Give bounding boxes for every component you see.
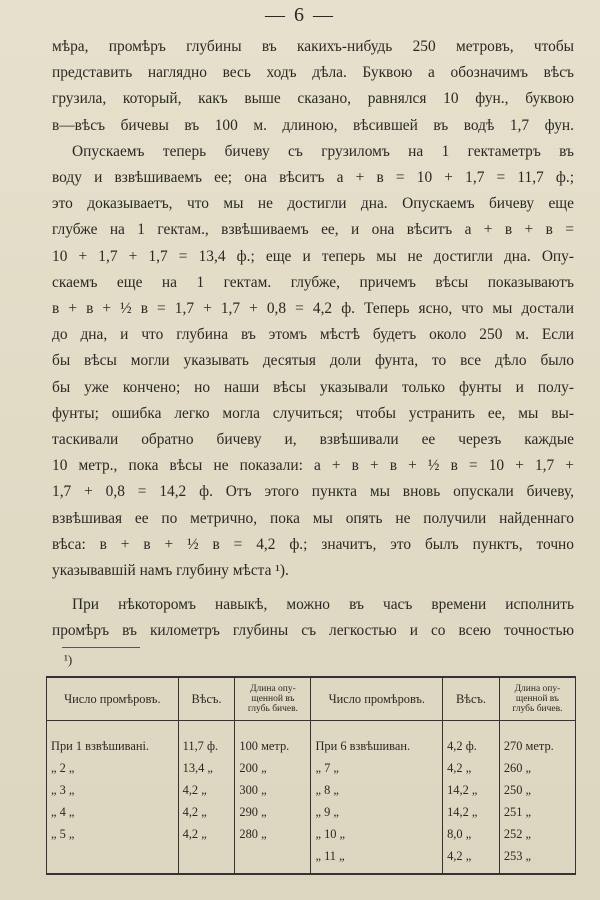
text-line: мѣра, промѣръ глубины въ какихъ-нибудь 250 метровъ, чтобы — [52, 38, 574, 55]
text-line: фунты; ошибка легко могла случиться; чтобы устранить ее, мы вы- — [52, 404, 574, 422]
body-text — [52, 34, 574, 645]
cell-length: 100 метр. — [235, 721, 311, 758]
text-line: промѣръ въ километръ глубины съ легкостью и со всею точностью — [52, 622, 574, 640]
cell-count: При 1 взвѣшивані. — [47, 721, 179, 758]
table-row — [47, 823, 576, 845]
text-line: вѣса: в + в + ½ в = 4,2 ф.; значитъ, это былъ пунктъ, точно — [52, 535, 574, 553]
cell-length: 251 „ — [499, 801, 575, 823]
text-line: скаемъ еще на 1 гектам. глубже, причемъ вѣсы показываютъ — [52, 273, 574, 291]
cell-weight: 13,4 „ — [178, 757, 235, 779]
cell-weight: 4,2 „ — [178, 823, 235, 845]
text-line: таскивали обратно бичеву и, взвѣшивали ее черезъ каждые — [52, 431, 574, 449]
cell-weight: 4,2 „ — [178, 801, 235, 823]
text-line: 10 метр., пока вѣсы не показали: а + в + в + ½ в = 10 + 1,7 + — [52, 457, 574, 475]
cell-length: 280 „ — [235, 823, 311, 845]
cell-weight: 4,2 „ — [443, 845, 500, 874]
cell-count: „ 3 „ — [47, 779, 179, 801]
text-line: в—вѣсъ бичевы въ 100 м. длиною, вѣсившей въ водѣ 1,7 фун. — [52, 116, 574, 134]
cell-weight: 8,0 „ — [443, 823, 500, 845]
text-line: указывавшій намъ глубину мѣста ¹). — [52, 562, 289, 580]
table-row — [47, 721, 576, 758]
cell-count: „ 9 „ — [311, 801, 443, 823]
cell-length: 300 „ — [235, 779, 311, 801]
text-line: грузила, который, какъ выше сказано, равнялся 10 фун., буквою — [52, 90, 574, 108]
soundings-table — [46, 676, 576, 875]
text-line: 10 + 1,7 + 1,7 = 13,4 ф.; еще и теперь мы не достигли дна. Опу- — [52, 247, 574, 265]
text-line: 1,7 + 0,8 = 14,2 ф. Отъ этого пункта мы вновь опускали бичеву, — [52, 483, 574, 501]
cell-weight: 4,2 „ — [443, 757, 500, 779]
footnote-divider — [62, 647, 140, 648]
text-line: в + в + ½ в = 1,7 + 1,7 + 0,8 = 4,2 ф. Теперь ясно, что мы достали — [52, 300, 574, 318]
cell-length: 260 „ — [499, 757, 575, 779]
table-row — [47, 845, 576, 874]
text-line: бы уже кончено; но наши вѣсы указывали только фунты и полу- — [52, 378, 574, 396]
text-line: При нѣкоторомъ навыкѣ, можно въ часъ времени исполнить — [72, 596, 574, 614]
cell-count: При 6 взвѣшиван. — [311, 721, 443, 758]
cell-length: 270 метр. — [499, 721, 575, 758]
cell-weight — [178, 845, 235, 874]
cell-length: 252 „ — [499, 823, 575, 845]
cell-length: 290 „ — [235, 801, 311, 823]
header-weight: Вѣсъ. — [443, 677, 500, 721]
cell-length — [235, 845, 311, 874]
header-length: Длина опу-щенной въ глубь бичев. — [235, 677, 311, 721]
cell-weight: 14,2 „ — [443, 801, 500, 823]
text-line: взвѣшивая ее по метрично, пока мы опять не получили найденнаго — [52, 509, 574, 527]
cell-length: 250 „ — [499, 779, 575, 801]
footnote-marker: ¹) — [64, 652, 73, 667]
text-line: это доказываетъ, что мы не достигли дна. Опускаемъ бичеву еще — [52, 195, 574, 213]
cell-length: 253 „ — [499, 845, 575, 874]
cell-weight: 14,2 „ — [443, 779, 500, 801]
text-line: представить наглядно весь ходъ дѣла. Буквою а обозначимъ вѣсъ — [52, 64, 574, 82]
table-row — [47, 757, 576, 779]
cell-count — [47, 845, 179, 874]
cell-length: 200 „ — [235, 757, 311, 779]
cell-count: „ 5 „ — [47, 823, 179, 845]
text-line: воду и взвѣшиваемъ ее; она вѣситъ а + в = 10 + 1,7 = 11,7 ф.; — [52, 169, 574, 187]
text-line: глубже на 1 гектам., взвѣшиваемъ ее, и она вѣситъ а + в + в = — [52, 221, 574, 239]
page-number: — 6 — — [265, 4, 335, 26]
cell-count: „ 11 „ — [311, 845, 443, 874]
header-weight: Вѣсъ. — [178, 677, 235, 721]
cell-count: „ 2 „ — [47, 757, 179, 779]
cell-count: „ 7 „ — [311, 757, 443, 779]
cell-count: „ 8 „ — [311, 779, 443, 801]
table-row — [47, 779, 576, 801]
cell-weight: 11,7 ф. — [178, 721, 235, 758]
header-count: Число промѣровъ. — [47, 677, 179, 721]
text-line: до дна, и что глубина въ этомъ мѣстѣ будетъ около 250 м. Если — [52, 326, 574, 344]
cell-count: „ 10 „ — [311, 823, 443, 845]
header-length: Длина опу-щенной въ глубь бичев. — [499, 677, 575, 721]
cell-count: „ 4 „ — [47, 801, 179, 823]
cell-weight: 4,2 „ — [178, 779, 235, 801]
text-line: бы вѣсы могли указывать десятыя доли фунта, то все дѣло было — [52, 352, 574, 370]
cell-weight: 4,2 ф. — [443, 721, 500, 758]
text-line: Опускаемъ теперь бичеву съ грузиломъ на 1 гектаметръ въ — [72, 142, 574, 160]
table-row — [47, 801, 576, 823]
header-count: Число промѣровъ. — [311, 677, 443, 721]
